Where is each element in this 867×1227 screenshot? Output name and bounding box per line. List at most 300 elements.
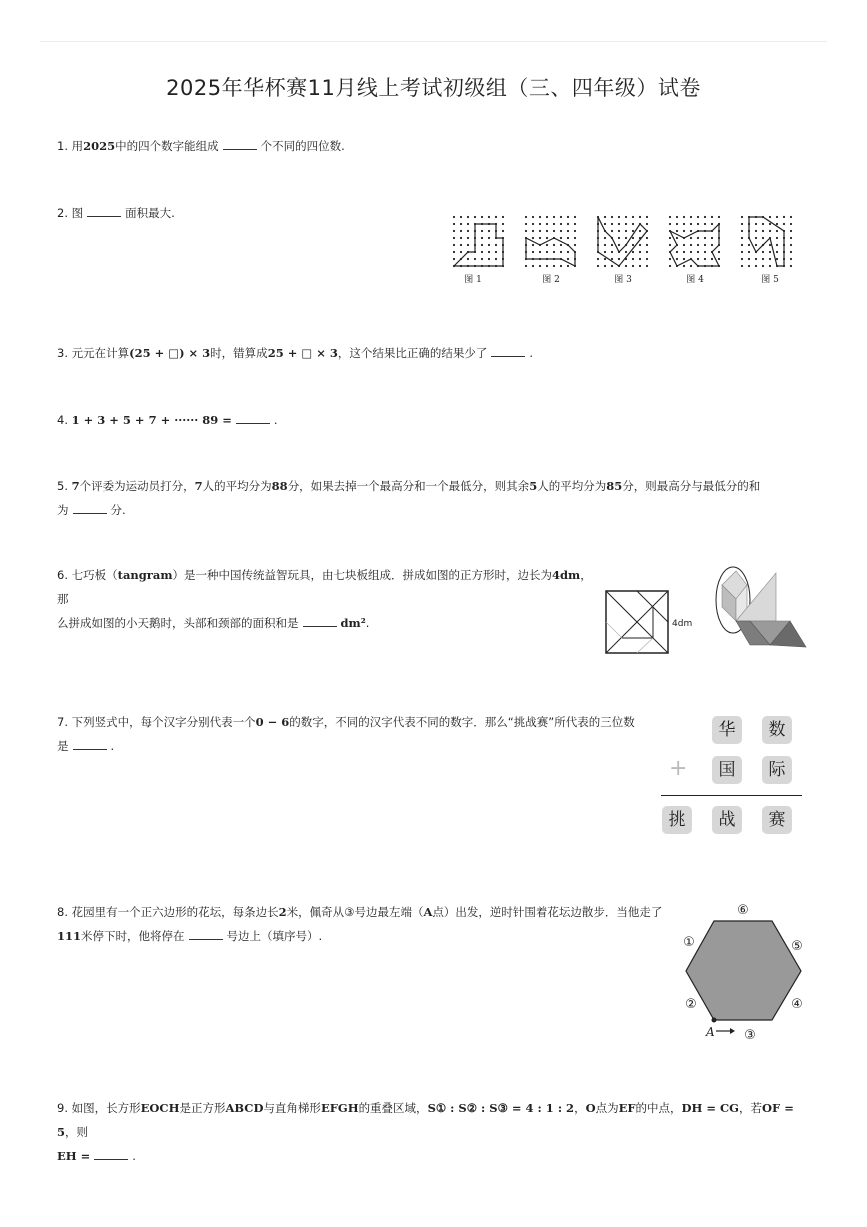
grid-dot — [488, 258, 490, 260]
q4-number: 4. — [57, 413, 68, 427]
q5-number: 85 — [606, 479, 623, 493]
q8-text: 号边上（填序号）. — [226, 929, 323, 943]
grid-dot — [460, 216, 462, 218]
grid-dot — [669, 216, 671, 218]
q9-term: ABCD — [225, 1101, 264, 1115]
grid-dot — [460, 230, 462, 232]
grid-dot — [453, 230, 455, 232]
grid-dot — [574, 237, 576, 239]
grid-dot — [669, 237, 671, 239]
grid-dot — [539, 216, 541, 218]
grid-dot — [567, 223, 569, 225]
start-point — [712, 1018, 717, 1023]
grid-dot — [553, 223, 555, 225]
grid-dot — [525, 216, 527, 218]
grid-dot — [553, 244, 555, 246]
grid-dot — [769, 244, 771, 246]
digit-tile: 数 — [762, 716, 792, 744]
grid-dot — [790, 244, 792, 246]
grid-dot — [460, 223, 462, 225]
grid-dot — [711, 237, 713, 239]
grid-dot — [488, 244, 490, 246]
grid-dot — [769, 265, 771, 267]
grid-dot — [697, 258, 699, 260]
grid-dot — [618, 237, 620, 239]
grid-dot — [560, 223, 562, 225]
q9-ratio: S① : S② : S③ = 4 : 1 : 2 — [427, 1101, 575, 1115]
q2-text: 2. 图 — [57, 206, 84, 220]
grid-dot — [697, 251, 699, 253]
q1-text-3: 个不同的四位数. — [260, 139, 345, 153]
hexagon-flowerbed — [686, 921, 801, 1020]
tangram-side-label: 4dm — [672, 619, 693, 629]
q9-term: EFGH — [320, 1101, 359, 1115]
grid-dot — [646, 223, 648, 225]
grid-dot — [639, 230, 641, 232]
q9-text: 的重叠区域， — [358, 1101, 428, 1115]
grid-dot — [690, 265, 692, 267]
grid-dot — [741, 258, 743, 260]
grid-dot — [525, 265, 527, 267]
grid-dot — [625, 265, 627, 267]
grid-dot — [632, 265, 634, 267]
question-7 — [57, 710, 647, 758]
grid-dot — [453, 251, 455, 253]
answer-blank[interactable] — [87, 203, 121, 217]
q9-equation: OF = 5 — [57, 1101, 794, 1139]
q9-term: EOCH — [140, 1101, 180, 1115]
grid-dot — [474, 258, 476, 260]
grid-dot — [546, 230, 548, 232]
grid-dot — [460, 244, 462, 246]
grid-dot — [646, 216, 648, 218]
side-label: ⑤ — [791, 939, 803, 954]
grid-dot — [539, 230, 541, 232]
grid-dot — [560, 244, 562, 246]
q6-length: 4dm — [552, 568, 581, 582]
hexagon-figure — [672, 898, 812, 1046]
grid-dot — [790, 237, 792, 239]
grid-dot — [676, 258, 678, 260]
grid-dot — [632, 244, 634, 246]
grid-dot — [704, 216, 706, 218]
grid-dot — [574, 223, 576, 225]
q6-text: ）是一种中国传统益智玩具，由七块板组成．拼成如图的正方形时，边长为 — [172, 568, 552, 582]
q6-term: tangram — [117, 568, 173, 582]
q9-text: . — [132, 1149, 136, 1163]
grid-dot — [632, 230, 634, 232]
grid-dot — [755, 237, 757, 239]
grid-dot — [618, 216, 620, 218]
question-8 — [57, 900, 667, 948]
grid-dot — [546, 216, 548, 218]
grid-dot — [604, 258, 606, 260]
q9-text: ，则 — [65, 1125, 89, 1139]
answer-blank[interactable] — [236, 410, 270, 424]
grid-dot — [495, 251, 497, 253]
answer-blank[interactable] — [189, 926, 223, 940]
grid-dot — [748, 244, 750, 246]
top-rule — [40, 41, 827, 42]
q5-text: 为 — [57, 503, 69, 517]
grid-dot — [776, 216, 778, 218]
grid-dot — [488, 237, 490, 239]
side-label: ③ — [744, 1028, 756, 1043]
grid-dot — [567, 265, 569, 267]
grid-dot — [532, 265, 534, 267]
grid-dot — [697, 223, 699, 225]
grid-dot — [741, 230, 743, 232]
grid-dot — [762, 265, 764, 267]
q6-text: 么拼成如图的小天鹅时，头部和颈部的面积和是 — [57, 616, 299, 630]
grid-dot — [604, 244, 606, 246]
grid-dot — [790, 216, 792, 218]
tangram-line — [637, 638, 653, 653]
grid-dot — [711, 216, 713, 218]
question-3 — [57, 341, 533, 365]
grid-dot — [546, 237, 548, 239]
grid-dot — [741, 237, 743, 239]
grid-dot — [711, 223, 713, 225]
q7-range: 0 − 6 — [255, 715, 290, 729]
grid-dot — [453, 244, 455, 246]
grid-dot — [704, 251, 706, 253]
grid-dot — [669, 265, 671, 267]
digit-tile: 战 — [712, 806, 742, 834]
figure-caption: 图 1 — [464, 275, 482, 285]
grid-dot — [776, 244, 778, 246]
grid-dot — [481, 251, 483, 253]
grid-dot — [762, 237, 764, 239]
q9-text: ， — [574, 1101, 586, 1115]
grid-dot — [604, 223, 606, 225]
q9-text: 是正方形 — [179, 1101, 226, 1115]
q9-text: 与直角梯形 — [263, 1101, 321, 1115]
q6-text: ，那 — [57, 568, 592, 606]
grid-dot — [676, 230, 678, 232]
digit-tile: 挑 — [662, 806, 692, 834]
side-label: ① — [683, 935, 695, 950]
question-5 — [57, 474, 777, 522]
grid-dot — [690, 251, 692, 253]
grid-dot — [625, 230, 627, 232]
q9-text: 点为 — [595, 1101, 619, 1115]
grid-dot — [604, 216, 606, 218]
grid-dot — [776, 223, 778, 225]
grid-dot — [646, 237, 648, 239]
q2-text-2: 面积最大. — [125, 206, 175, 220]
question-9 — [57, 1096, 817, 1168]
start-point-label: A — [706, 1025, 715, 1039]
grid-dot — [632, 223, 634, 225]
tangram-figure — [600, 563, 810, 658]
grid-dot — [697, 244, 699, 246]
grid-dot — [755, 265, 757, 267]
grid-dot — [762, 230, 764, 232]
grid-dot — [669, 258, 671, 260]
grid-dot — [611, 251, 613, 253]
answer-blank[interactable] — [223, 136, 257, 150]
grid-dot — [741, 244, 743, 246]
side-label: ⑥ — [737, 903, 749, 918]
grid-dot — [632, 216, 634, 218]
grid-dot — [748, 265, 750, 267]
grid-dot — [676, 251, 678, 253]
grid-dot — [481, 230, 483, 232]
grid-dot — [618, 244, 620, 246]
grid-dot — [711, 244, 713, 246]
grid-dot — [769, 216, 771, 218]
q5-text: 个评委为运动员打分， — [79, 479, 195, 493]
grid-dot — [790, 251, 792, 253]
grid-dot — [769, 258, 771, 260]
grid-dot — [790, 265, 792, 267]
grid-dot — [776, 258, 778, 260]
grid-dot — [467, 258, 469, 260]
grid-dot — [632, 251, 634, 253]
q5-text: 分. — [110, 503, 126, 517]
grid-dot — [769, 251, 771, 253]
grid-dot — [790, 258, 792, 260]
q9-equation: EH = — [57, 1149, 91, 1163]
grid-dot — [690, 237, 692, 239]
q7-text: 7. 下列竖式中，每个汉字分别代表一个 — [57, 715, 256, 729]
grid-dot — [611, 265, 613, 267]
figure-caption: 图 2 — [542, 275, 560, 285]
tangram-line — [606, 622, 622, 638]
q5-number: 88 — [271, 479, 288, 493]
grid-dot — [618, 230, 620, 232]
q8-text: 米，佩奇从③号边最左端（ — [286, 905, 424, 919]
plus-sign: + — [669, 756, 688, 781]
grid-dot — [567, 237, 569, 239]
grid-dot — [741, 251, 743, 253]
grid-dot — [676, 216, 678, 218]
grid-dot — [776, 237, 778, 239]
q3-text-4: . — [529, 346, 534, 360]
grid-dot — [553, 251, 555, 253]
q7-text: . — [110, 739, 115, 753]
answer-blank[interactable] — [303, 613, 337, 627]
grid-dot — [704, 258, 706, 260]
grid-dot — [718, 258, 720, 260]
page-title: 2025年华杯赛11月线上考试初级组（三、四年级）试卷 — [166, 76, 701, 100]
direction-arrowhead — [730, 1028, 735, 1034]
sum-line — [661, 795, 802, 796]
q9-text: 的中点， — [635, 1101, 682, 1115]
grid-dot — [625, 223, 627, 225]
grid-dot — [783, 223, 785, 225]
grid-dot — [790, 223, 792, 225]
grid-dot — [611, 216, 613, 218]
grid-dot — [639, 258, 641, 260]
q5-number: 7 — [71, 479, 80, 493]
grid-dot — [676, 223, 678, 225]
grid-dot — [611, 244, 613, 246]
q4-expression: 1 + 3 + 5 + 7 + ······ 89 = — [71, 413, 232, 427]
dot-grid-figures — [448, 208, 808, 290]
grid-dot — [488, 230, 490, 232]
q9-equation: DH = CG — [681, 1101, 740, 1115]
answer-blank[interactable] — [94, 1146, 128, 1160]
grid-dot — [639, 251, 641, 253]
grid-dot — [604, 251, 606, 253]
grid-dot — [604, 265, 606, 267]
grid-dot — [755, 230, 757, 232]
grid-dot — [748, 258, 750, 260]
answer-blank[interactable] — [73, 736, 107, 750]
grid-dot — [741, 223, 743, 225]
grid-dot — [632, 258, 634, 260]
q7-text: 的数字，不同的汉字代表不同的数字．那么“挑战赛”所代表的三位数 — [289, 715, 635, 729]
grid-dot — [546, 244, 548, 246]
q3-expression-2: 25 + □ × 3 — [267, 346, 338, 360]
grid-dot — [481, 216, 483, 218]
grid-dot — [597, 258, 599, 260]
grid-dot — [669, 223, 671, 225]
grid-dot — [769, 223, 771, 225]
q6-text: 6. 七巧板（ — [57, 568, 118, 582]
q5-text: 分，如果去掉一个最高分和一个最低分，则其余 — [287, 479, 530, 493]
grid-dot — [453, 237, 455, 239]
q5-number: 5 — [529, 479, 538, 493]
grid-dot — [467, 237, 469, 239]
grid-dot — [539, 265, 541, 267]
q3-text: 3. 元元在计算 — [57, 346, 130, 360]
figure-caption: 图 4 — [686, 275, 704, 285]
grid-dot — [453, 223, 455, 225]
q8-text: 米停下时，他将停在 — [81, 929, 185, 943]
question-1 — [57, 134, 345, 158]
grid-dot — [481, 244, 483, 246]
q5-text: 人的平均分为 — [202, 479, 272, 493]
grid-dot — [532, 223, 534, 225]
grid-dot — [683, 251, 685, 253]
grid-dot — [574, 244, 576, 246]
q9-term: EF — [618, 1101, 636, 1115]
grid-dot — [748, 251, 750, 253]
grid-dot — [546, 251, 548, 253]
grid-dot — [711, 258, 713, 260]
q6-text: . — [365, 616, 370, 630]
grid-dot — [646, 244, 648, 246]
grid-dot — [683, 223, 685, 225]
grid-dot — [560, 251, 562, 253]
grid-dot — [762, 258, 764, 260]
grid-dot — [597, 265, 599, 267]
q5-text: 分，则最高分与最低分的和 — [622, 479, 761, 493]
grid-dot — [553, 265, 555, 267]
grid-dot — [639, 244, 641, 246]
q1-text-2: 中的四个数字能组成 — [115, 139, 219, 153]
grid-dot — [467, 223, 469, 225]
grid-dot — [769, 230, 771, 232]
grid-dot — [532, 251, 534, 253]
grid-dot — [532, 230, 534, 232]
grid-dot — [467, 230, 469, 232]
grid-dot — [718, 251, 720, 253]
q3-text-2: 时，错算成 — [210, 346, 268, 360]
grid-dot — [567, 230, 569, 232]
q8-number: 111 — [57, 929, 82, 943]
digit-tile: 赛 — [762, 806, 792, 834]
grid-dot — [567, 251, 569, 253]
answer-blank[interactable] — [491, 343, 525, 357]
dot-grids — [453, 216, 792, 267]
grid-dot — [546, 265, 548, 267]
grid-dot — [755, 258, 757, 260]
grid-dot — [755, 223, 757, 225]
grid-dot — [495, 258, 497, 260]
grid-dot — [625, 251, 627, 253]
q6-unit: dm² — [340, 616, 366, 630]
grid-dot — [532, 244, 534, 246]
grid-dot — [453, 216, 455, 218]
grid-dot — [560, 265, 562, 267]
grid-dot — [704, 244, 706, 246]
q5-number: 7 — [194, 479, 203, 493]
grid-dot — [646, 251, 648, 253]
grid-dot — [646, 258, 648, 260]
grid-dot — [481, 237, 483, 239]
q3-expression: (25 + □) × 3 — [129, 346, 211, 360]
grid-dot — [574, 216, 576, 218]
q8-text: 点）出发，逆时针围着花坛边散步．当他走了 — [432, 905, 663, 919]
q9-text: 9. 如图，长方形 — [57, 1101, 141, 1115]
grid-dot — [690, 223, 692, 225]
question-6 — [57, 563, 602, 635]
grid-dot — [546, 223, 548, 225]
grid-dot — [611, 223, 613, 225]
grid-dot — [460, 237, 462, 239]
grid-dot — [574, 230, 576, 232]
grid-dot — [718, 216, 720, 218]
grid-dot — [604, 237, 606, 239]
grid-dot — [790, 230, 792, 232]
grid-dot — [481, 258, 483, 260]
grid-dot — [704, 223, 706, 225]
question-4 — [57, 408, 278, 432]
grid-dot — [502, 230, 504, 232]
grid-dot — [495, 244, 497, 246]
grid-dot — [690, 230, 692, 232]
q1-text: 1. 用 — [57, 139, 84, 153]
grid-dot — [776, 251, 778, 253]
q9-text: ，若 — [739, 1101, 763, 1115]
grid-dot — [697, 237, 699, 239]
grid-dot — [683, 216, 685, 218]
grid-dot — [669, 244, 671, 246]
digit-tile: 国 — [712, 756, 742, 784]
grid-dot — [539, 223, 541, 225]
grid-dot — [560, 216, 562, 218]
grid-dot — [741, 216, 743, 218]
grid-dot — [502, 223, 504, 225]
grid-dot — [532, 237, 534, 239]
side-label: ② — [685, 997, 697, 1012]
question-2 — [57, 201, 175, 225]
grid-dot — [755, 244, 757, 246]
q5-text: 人的平均分为 — [537, 479, 607, 493]
side-label: ④ — [791, 997, 803, 1012]
answer-blank[interactable] — [73, 500, 107, 514]
q1-number: 2025 — [83, 139, 116, 153]
grid-dot — [553, 216, 555, 218]
grid-dot — [539, 237, 541, 239]
grid-dot — [690, 216, 692, 218]
grid-dot — [683, 265, 685, 267]
grid-dot — [560, 230, 562, 232]
